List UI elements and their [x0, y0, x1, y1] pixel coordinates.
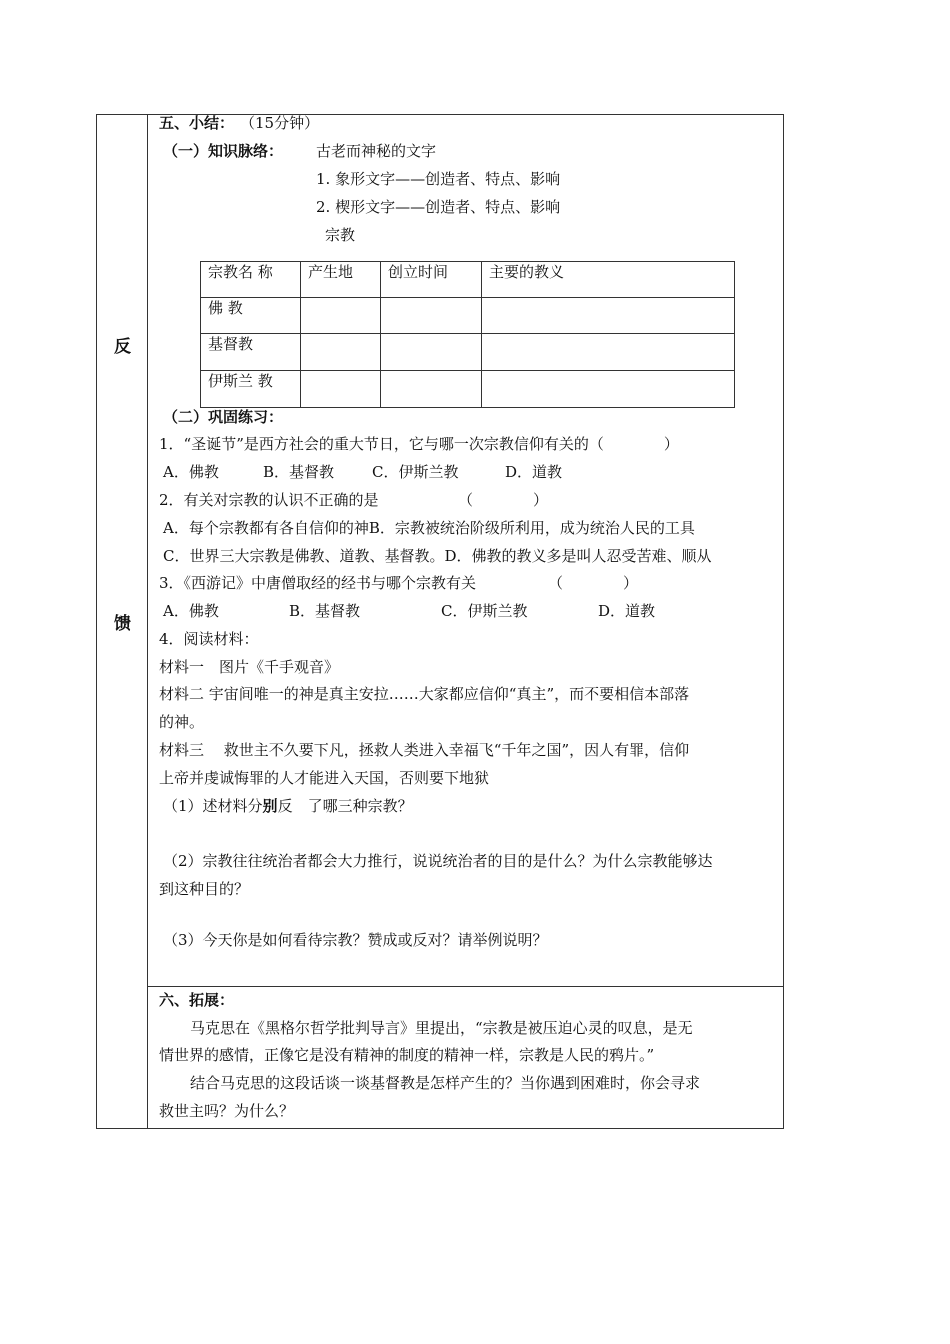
- table-row: [201, 371, 735, 408]
- sub-question-2-line-2: 到这种目的？: [159, 880, 250, 898]
- table-cell[interactable]: [381, 371, 482, 408]
- summary-heading: 五、小结：: [159, 114, 235, 132]
- extension-p2-line-1: 结合马克思的这段话谈一谈基督教是怎样产生的？当你遇到困难时，你会寻求: [190, 1074, 701, 1092]
- sub-question-1-tail: 反 了哪三种宗教？: [277, 797, 413, 815]
- q3-option-a: A．佛教: [163, 602, 219, 620]
- summary-duration: （15分钟）: [240, 114, 320, 132]
- material-3-line-2: 上帝并虔诚悔罪的人才能进入天国，否则要下地狱: [159, 769, 490, 787]
- q3-option-d: D．道教: [598, 602, 656, 620]
- q2-answer-blank: （ ）: [458, 491, 549, 509]
- material-2-line-2: 的神。: [159, 713, 205, 731]
- sub-question-1-head: （1）述材料分: [163, 797, 263, 815]
- q1-option-d: D．道教: [505, 463, 563, 481]
- table-cell: 佛 教: [201, 297, 301, 334]
- question-2: 2．有关对宗教的认识不正确的是: [159, 491, 379, 509]
- table-cell[interactable]: [301, 297, 381, 334]
- q1-option-a: A．佛教: [163, 463, 219, 481]
- table-header-cell: 产生地: [301, 262, 381, 298]
- knowledge-item-1: 1. 象形文字——创造者、特点、影响: [316, 170, 561, 188]
- table-cell[interactable]: [482, 371, 735, 408]
- table-row: [201, 297, 735, 334]
- extension-p1-line-1: 马克思在《黑格尔哲学批判导言》里提出，“宗教是被压迫心灵的叹息，是无: [190, 1019, 693, 1037]
- knowledge-religion: 宗教: [325, 226, 356, 244]
- q1-option-c: C．伊斯兰教: [372, 463, 459, 481]
- question-3: 3．《西游记》中唐僧取经的经书与哪个宗教有关: [159, 574, 477, 592]
- q1-option-b: B．基督教: [263, 463, 335, 481]
- material-1: 材料一 图片《千手观音》: [159, 658, 340, 676]
- q3-option-b: B．基督教: [289, 602, 361, 620]
- practice-heading: （二）巩固练习：: [163, 408, 284, 426]
- question-4: 4．阅读材料：: [159, 630, 259, 648]
- extension-p1-line-2: 情世界的感情，正像它是没有精神的制度的精神一样，宗教是人民的鸦片。”: [159, 1046, 655, 1064]
- q3-answer-blank: （ ）: [548, 574, 639, 592]
- q2-options-ab: A．每个宗教都有各自信仰的神B．宗教被统治阶级所利用，成为统治人民的工具: [163, 519, 695, 537]
- q3-option-c: C．伊斯兰教: [441, 602, 528, 620]
- table-cell[interactable]: [482, 334, 735, 371]
- sub-question-1-glyph: 别: [262, 797, 278, 815]
- side-label-top: 反: [114, 337, 131, 357]
- extension-p2-line-2: 救世主吗？为什么？: [159, 1102, 295, 1120]
- knowledge-item-2: 2. 楔形文字——创造者、特点、影响: [316, 198, 561, 216]
- table-row: [201, 334, 735, 371]
- question-1: 1．“圣诞节”是西方社会的重大节日，它与哪一次宗教信仰有关的（ ）: [159, 435, 679, 453]
- side-label-column: [97, 115, 148, 1128]
- sub-question-3: （3）今天你是如何看待宗教？赞成或反对？请举例说明？: [163, 931, 548, 949]
- sub-question-2-line-1: （2）宗教往往统治者都会大力推行，说说统治者的目的是什么？为什么宗教能够达: [163, 852, 713, 870]
- section-divider: [148, 986, 783, 987]
- side-label-bottom: 馈: [114, 614, 131, 634]
- table-header-row: [201, 262, 735, 298]
- table-cell[interactable]: [381, 297, 482, 334]
- material-3-line-1: 材料三 救世主不久要下凡，拯救人类进入幸福飞“千年之国”，因人有罪，信仰: [159, 741, 690, 759]
- table-cell[interactable]: [482, 297, 735, 334]
- table-header-cell: 创立时间: [381, 262, 482, 298]
- religion-table: [200, 261, 735, 408]
- sub-question-1: [163, 796, 413, 816]
- table-cell[interactable]: [381, 334, 482, 371]
- material-2-line-1: 材料二 宇宙间唯一的神是真主安拉……大家都应信仰“真主”，而不要相信本部落: [159, 685, 690, 703]
- table-header-cell: 主要的教义: [482, 262, 735, 298]
- knowledge-context-title: 古老而神秘的文字: [316, 142, 437, 160]
- table-header-cell: 宗教名 称: [201, 262, 301, 298]
- extension-heading: 六、拓展：: [159, 991, 235, 1009]
- table-cell[interactable]: [301, 334, 381, 371]
- table-cell[interactable]: [301, 371, 381, 408]
- table-cell: 伊斯兰 教: [201, 371, 301, 408]
- knowledge-context-label: （一）知识脉络：: [163, 142, 284, 160]
- table-cell: 基督教: [201, 334, 301, 371]
- q2-options-cd: C．世界三大宗教是佛教、道教、基督教。D．佛教的教义多是叫人忍受苦难、顺从: [163, 547, 712, 565]
